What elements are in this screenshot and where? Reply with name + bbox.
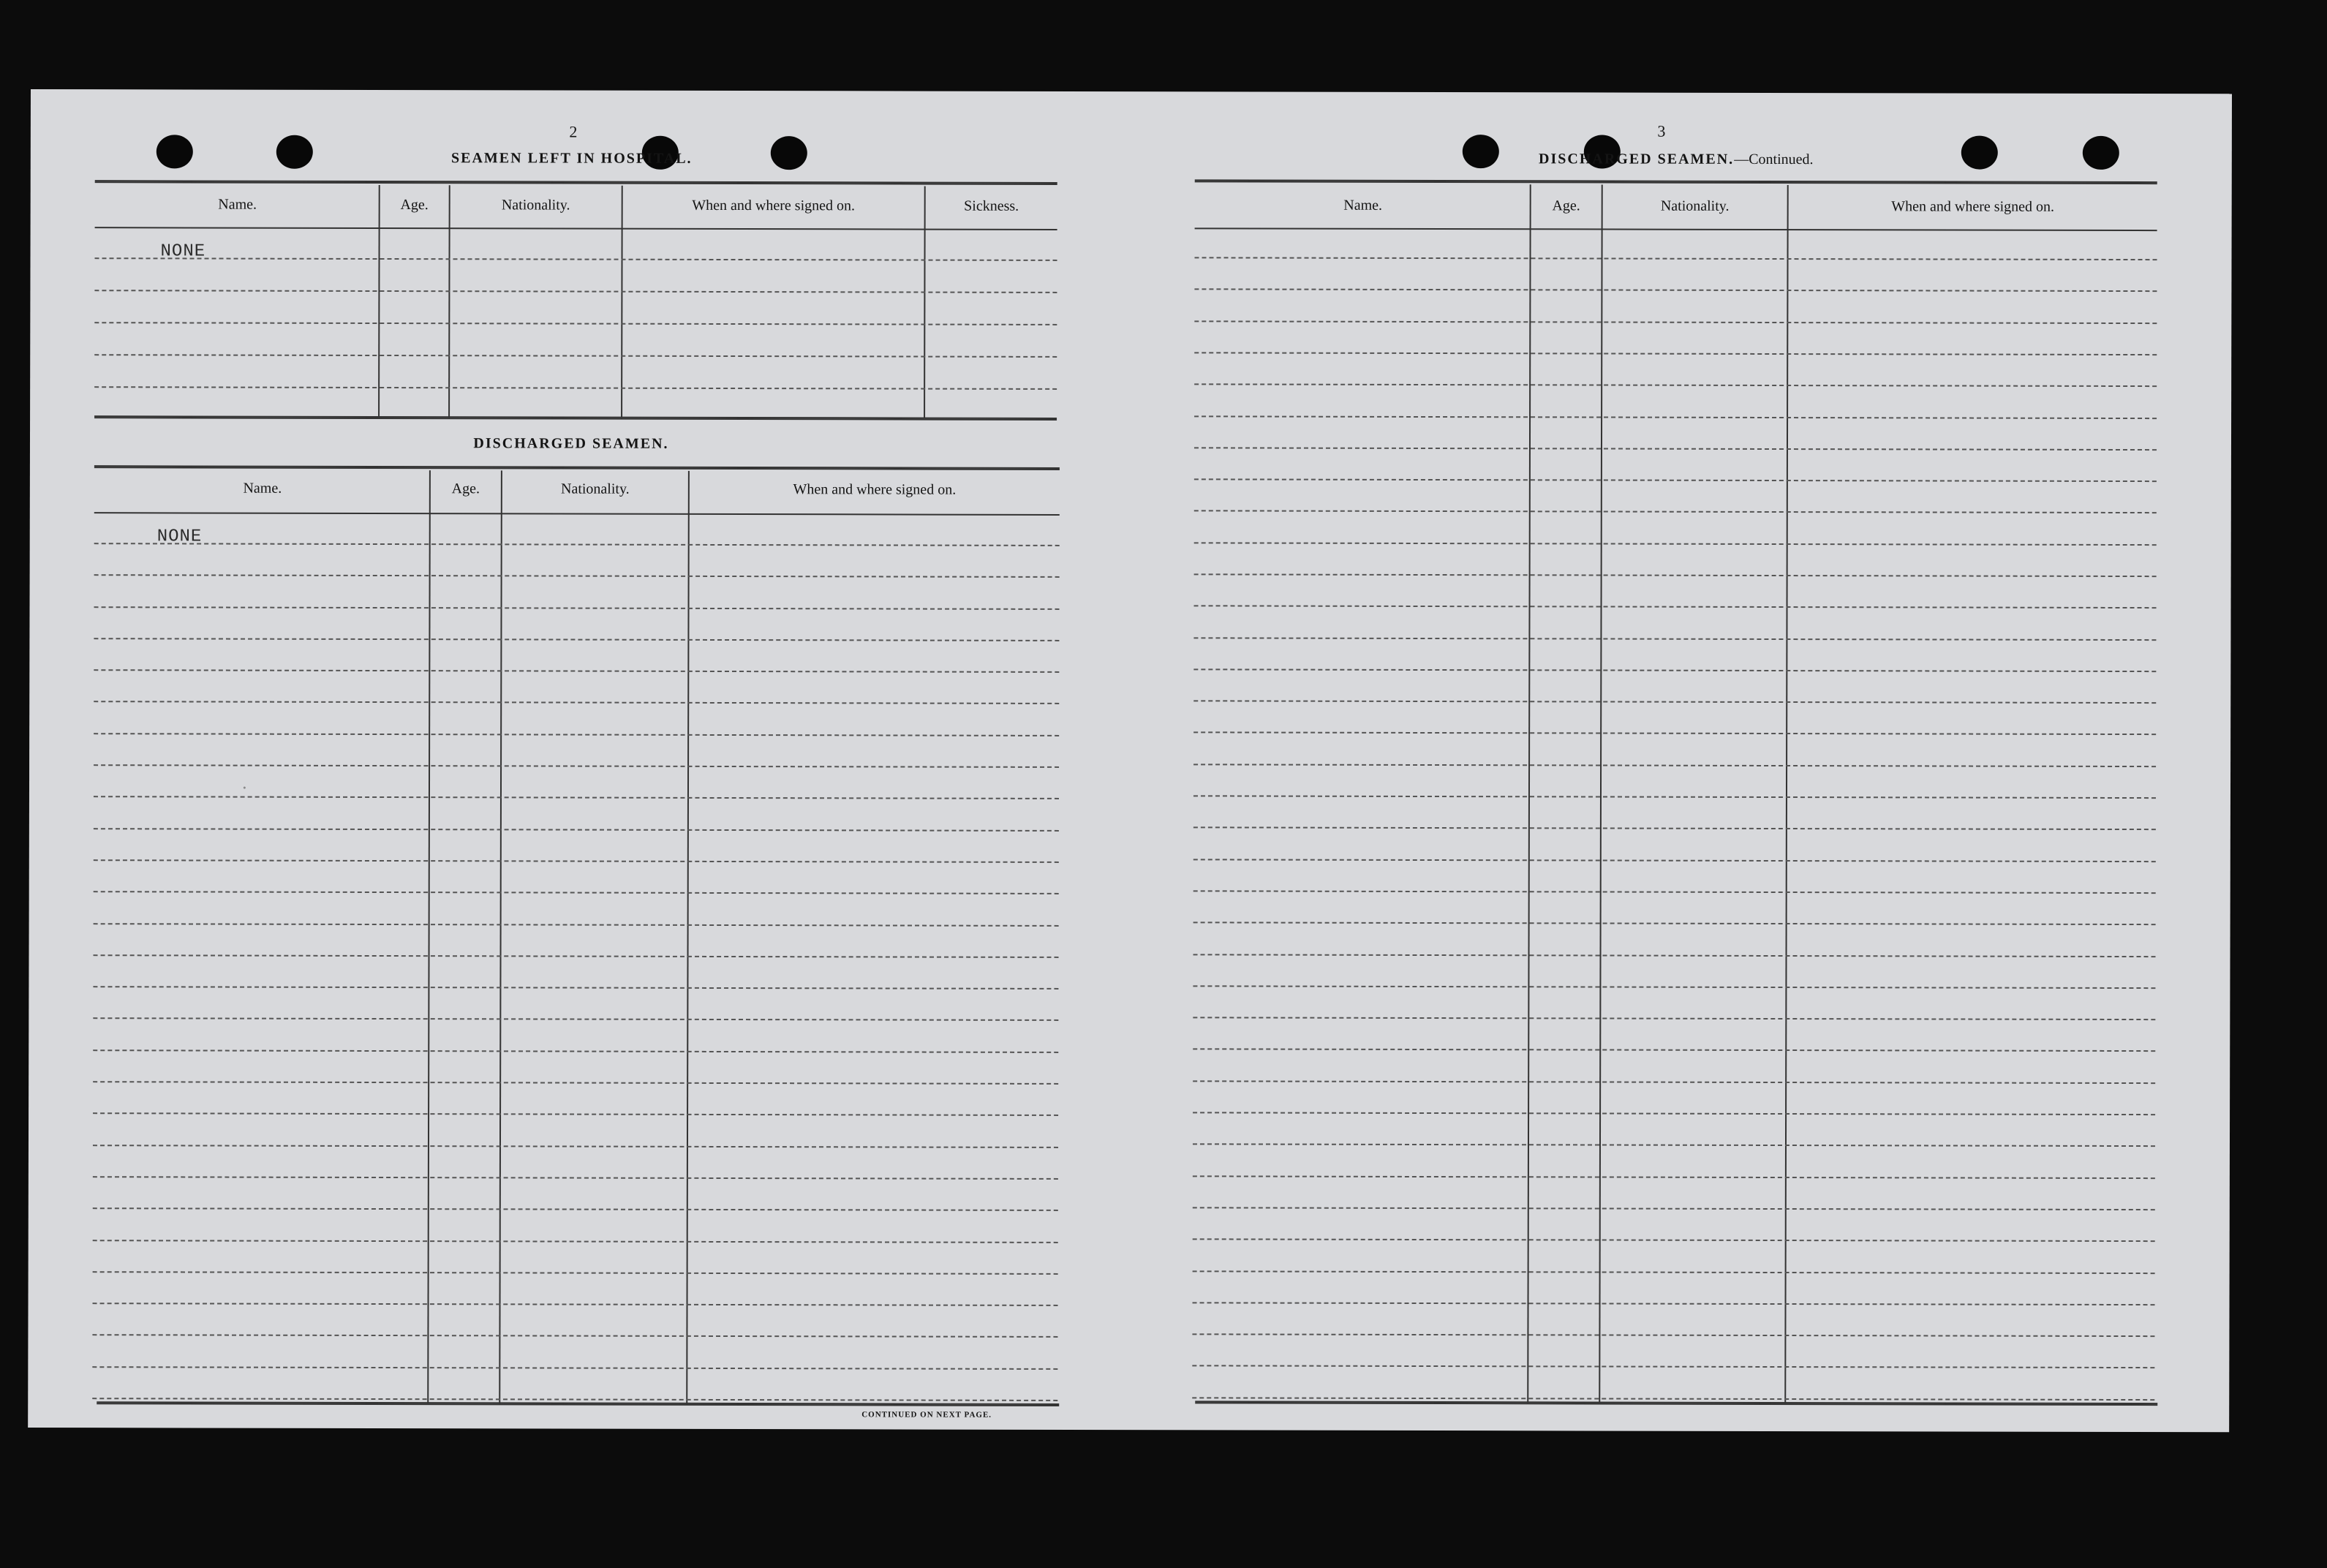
- continued-footer: CONTINUED ON NEXT PAGE.: [861, 1410, 992, 1420]
- hospital-section-title: SEAMEN LEFT IN HOSPITAL.: [450, 150, 693, 167]
- rule: [94, 512, 1060, 516]
- table-row: [94, 322, 1057, 325]
- table-row: [1193, 1207, 2155, 1210]
- discharged-section-title: DISCHARGED SEAMEN.: [473, 435, 669, 452]
- punch-hole: [1961, 136, 1998, 170]
- title-suffix: —Continued.: [1734, 151, 1814, 168]
- table-row: [1193, 1302, 2155, 1305]
- table-row: [95, 257, 1057, 261]
- discharged-entry-none: NONE: [156, 527, 203, 547]
- table-row: [1193, 637, 2156, 641]
- table-row: [94, 386, 1057, 390]
- table-row: [1193, 700, 2156, 704]
- table-row: [1193, 859, 2156, 862]
- table-row: [94, 828, 1059, 832]
- table-row: [1193, 1048, 2155, 1052]
- table-row: [1192, 1397, 2154, 1401]
- table-row: [1193, 1143, 2155, 1147]
- discharged-rows-left: [31, 89, 2232, 94]
- table-row: [93, 1145, 1058, 1148]
- punch-hole: [276, 135, 313, 169]
- table-row: [94, 954, 1059, 958]
- table-row: [94, 923, 1059, 927]
- col-header-name: Name.: [1343, 197, 1383, 214]
- table-row: [94, 701, 1059, 704]
- table-row: [94, 796, 1059, 799]
- col-header-nationality: Nationality.: [501, 197, 570, 214]
- col-header-age: Age.: [400, 197, 429, 214]
- rule: [1195, 1401, 2157, 1406]
- col-header-name: Name.: [218, 196, 257, 213]
- table-row: [1194, 383, 2157, 387]
- hospital-entry-none: NONE: [160, 241, 206, 262]
- column-divider: [1784, 185, 1788, 1403]
- table-row: [1194, 510, 2157, 513]
- table-row: [1194, 542, 2157, 546]
- col-header-signed-on: When and where signed on.: [793, 481, 957, 498]
- table-row: [1193, 1017, 2155, 1020]
- table-row: [1194, 605, 2157, 608]
- table-row: [1193, 985, 2155, 989]
- column-divider: [621, 186, 623, 418]
- table-row: [1194, 352, 2157, 355]
- table-row: [94, 606, 1060, 610]
- table-row: [93, 1049, 1058, 1053]
- punch-hole: [2083, 136, 2119, 170]
- column-divider: [378, 185, 380, 418]
- table-row: [93, 1081, 1058, 1085]
- punch-hole: [156, 135, 193, 168]
- col-header-age: Age.: [1552, 197, 1580, 214]
- table-row: [93, 1207, 1058, 1211]
- rule: [95, 227, 1057, 230]
- table-row: [1192, 1333, 2154, 1337]
- table-row: [1194, 415, 2157, 419]
- table-row: [93, 1303, 1058, 1306]
- table-row: [1194, 320, 2157, 324]
- table-row: [1193, 921, 2156, 925]
- rule: [1195, 179, 2157, 184]
- stray-mark: ·: [241, 777, 248, 799]
- discharged-continued-title: [1523, 151, 1830, 168]
- table-row: [1193, 731, 2156, 735]
- rule: [97, 1401, 1059, 1406]
- column-divider: [1527, 184, 1531, 1403]
- title-main: DISCHARGED SEAMEN.: [1539, 151, 1735, 167]
- table-row: [1194, 573, 2157, 577]
- table-row: [1194, 288, 2157, 292]
- column-divider: [924, 186, 926, 419]
- table-row: [94, 354, 1057, 358]
- discharged-rows-right: [31, 89, 2232, 94]
- column-divider: [686, 471, 690, 1404]
- col-header-age: Age.: [451, 480, 480, 497]
- table-row: [1194, 447, 2157, 451]
- table-row: [92, 1398, 1057, 1401]
- table-row: [92, 1366, 1057, 1370]
- table-row: [1193, 1175, 2155, 1179]
- page-number-left: 2: [569, 122, 578, 141]
- table-row: [1193, 826, 2156, 830]
- table-row: [94, 859, 1059, 863]
- column-divider: [1599, 184, 1602, 1403]
- rule: [1195, 227, 2157, 231]
- table-row: [1193, 1080, 2155, 1084]
- page-number-right: 3: [1657, 121, 1666, 140]
- table-row: [1193, 795, 2156, 799]
- table-row: [93, 1112, 1058, 1116]
- table-row: [94, 891, 1059, 894]
- table-row: [92, 1334, 1057, 1338]
- table-row: [1193, 890, 2156, 894]
- table-row: [1193, 764, 2156, 767]
- table-row: [93, 1176, 1058, 1180]
- col-header-nationality: Nationality.: [560, 480, 630, 497]
- table-row: [93, 1017, 1058, 1021]
- table-row: [1193, 1270, 2155, 1274]
- table-row: [1193, 668, 2156, 672]
- rule: [95, 180, 1057, 185]
- table-row: [1194, 478, 2157, 482]
- table-row: [94, 669, 1059, 673]
- table-row: [1195, 257, 2157, 260]
- document-sheet: [28, 89, 2232, 1432]
- punch-hole: [771, 136, 807, 170]
- rule: [94, 415, 1057, 421]
- column-divider: [448, 185, 450, 418]
- col-header-sickness: Sickness.: [964, 197, 1019, 214]
- table-row: [93, 1240, 1058, 1243]
- table-row: [94, 543, 1060, 546]
- punch-hole: [1463, 135, 1499, 168]
- table-row: [1193, 1112, 2155, 1115]
- table-row: [93, 986, 1058, 990]
- col-header-signed-on: When and where signed on.: [1891, 198, 2055, 215]
- table-row: [94, 290, 1057, 293]
- col-header-nationality: Nationality.: [1660, 197, 1730, 214]
- table-row: [94, 574, 1060, 578]
- table-row: [94, 733, 1059, 736]
- table-row: [94, 638, 1059, 641]
- table-row: [1192, 1365, 2154, 1368]
- table-row: [94, 764, 1059, 768]
- table-row: [1193, 1238, 2155, 1242]
- col-header-name: Name.: [243, 480, 282, 497]
- rule: [94, 465, 1060, 470]
- table-row: [1193, 954, 2156, 957]
- column-divider: [427, 470, 431, 1403]
- column-divider: [499, 470, 502, 1403]
- col-header-signed-on: When and where signed on.: [692, 197, 856, 214]
- table-row: [93, 1271, 1058, 1275]
